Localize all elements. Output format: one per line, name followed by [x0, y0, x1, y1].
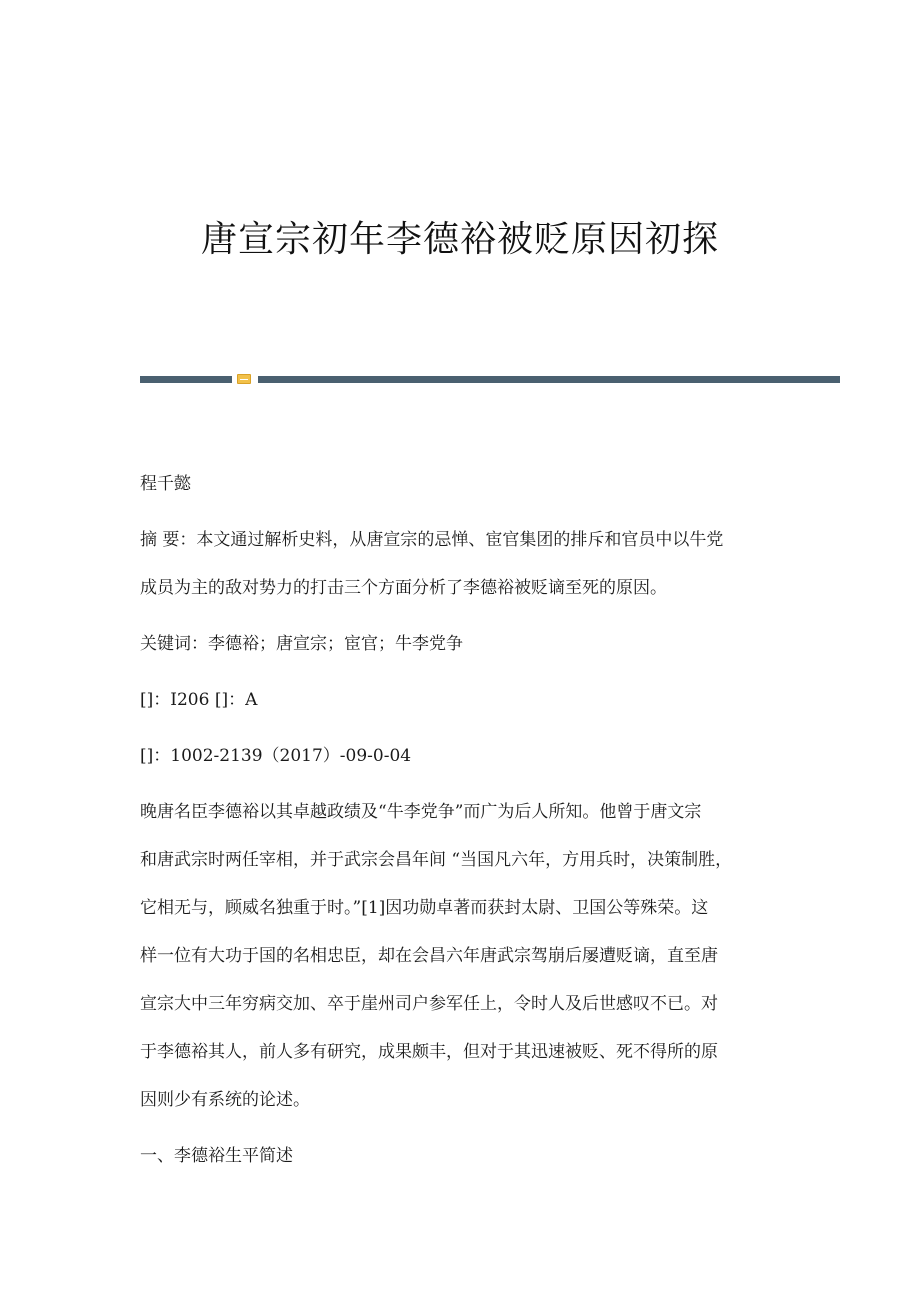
- body-line: 因则少有系统的论述。: [140, 1090, 310, 1110]
- document-title: 唐宣宗初年李德裕被贬原因初探: [200, 219, 719, 260]
- divider-bar-right: [258, 376, 840, 383]
- divider-bar-left: [140, 376, 232, 383]
- abstract-line-1: 摘 要：本文通过解析史料，从唐宣宗的忌惮、宦官集团的排斥和官员中以牛党: [140, 530, 724, 550]
- body-line: 晚唐名臣李德裕以其卓越政绩及“牛李党争”而广为后人所知。他曾于唐文宗: [140, 802, 702, 822]
- author-name: 程千懿: [140, 474, 191, 494]
- article-id: []：1002-2139（2017）-09-0-04: [140, 746, 412, 766]
- body-line: 宣宗大中三年穷病交加、卒于崖州司户参军任上，令时人及后世感叹不已。对: [140, 994, 718, 1014]
- body-line: 于李德裕其人，前人多有研究，成果颇丰，但对于其迅速被贬、死不得所的原: [140, 1042, 718, 1062]
- classification-code: []：I206 []：A: [140, 690, 258, 710]
- divider-ornament-icon: [237, 374, 251, 384]
- abstract-line-2: 成员为主的敌对势力的打击三个方面分析了李德裕被贬谪至死的原因。: [140, 578, 667, 598]
- body-line: 它相无与，顾威名独重于时。”[1]因功勋卓著而获封太尉、卫国公等殊荣。这: [140, 898, 709, 918]
- body-line: 和唐武宗时两任宰相，并于武宗会昌年间 “当国凡六年，方用兵时，决策制胜，: [140, 850, 733, 870]
- section-heading: 一、李德裕生平简述: [140, 1146, 293, 1166]
- title-divider: [140, 374, 840, 384]
- body-line: 样一位有大功于国的名相忠臣，却在会昌六年唐武宗驾崩后屡遭贬谪，直至唐: [140, 946, 718, 966]
- keywords: 关键词：李德裕；唐宣宗；宦官；牛李党争: [140, 634, 463, 654]
